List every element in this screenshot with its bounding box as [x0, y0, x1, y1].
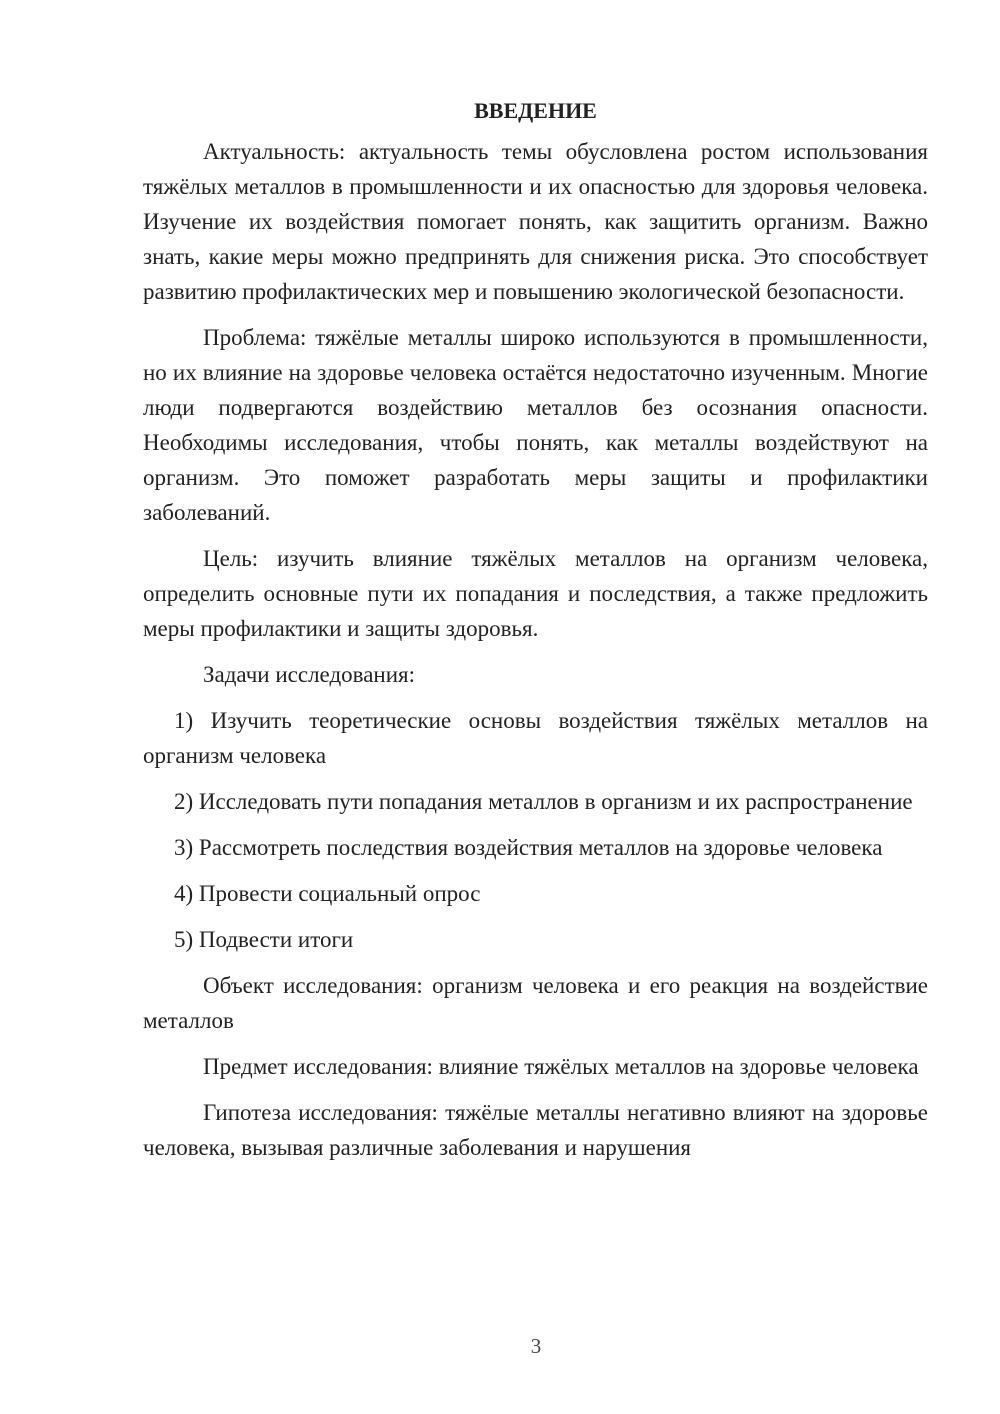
tasks-title: Задачи исследования: — [203, 662, 416, 687]
task-item-5: 5) Подвести итоги — [174, 927, 354, 952]
hypothesis-paragraph: Гипотеза исследования: тяжёлые металлы негативно влияют на здоровье человека, вызывая различные заболевания и нарушения — [143, 1100, 928, 1160]
task-item-4: 4) Провести социальный опрос — [174, 881, 481, 906]
task-item-1: 1) Изучить теоретические основы воздействия тяжёлых металлов на организм человека — [143, 708, 928, 768]
goal-paragraph: Цель: изучить влияние тяжёлых металлов на организм человека, определить основные пути их попадания и последствия, а также предложить меры профилактики и защиты здоровья. — [143, 546, 928, 641]
page-body — [143, 93, 928, 1176]
task-item-3: 3) Рассмотреть последствия воздействия металлов на здоровье человека — [174, 835, 883, 860]
task-item-2: 2) Исследовать пути попадания металлов в организм и их распространение — [174, 789, 913, 814]
subject-paragraph: Предмет исследования: влияние тяжёлых металлов на здоровье человека — [203, 1054, 919, 1079]
section-heading: ВВЕДЕНИЕ — [474, 98, 597, 123]
problem-paragraph: Проблема: тяжёлые металлы широко используются в промышленности, но их влияние на здоровье человека остаётся недостаточно изученным. Многие люди подвергаются воздействию металлов без осознания опасности. Необходимы исследования, чтобы понять, как металлы воздействуют на организм. Это поможет разработать меры защиты и профилактики заболеваний. — [143, 325, 928, 525]
page-number: 3 — [530, 1334, 542, 1358]
relevance-paragraph: Актуальность: актуальность темы обусловлена ростом использования тяжёлых металлов в промышленности и их опасностью для здоровья человека. Изучение их воздействия помогает понять, как защитить организм. Важно знать, какие меры можно предпринять для снижения риска. Это способствует развитию профилактических мер и повышению экологической безопасности. — [143, 139, 928, 304]
object-paragraph: Объект исследования: организм человека и его реакция на воздействие металлов — [143, 973, 928, 1033]
